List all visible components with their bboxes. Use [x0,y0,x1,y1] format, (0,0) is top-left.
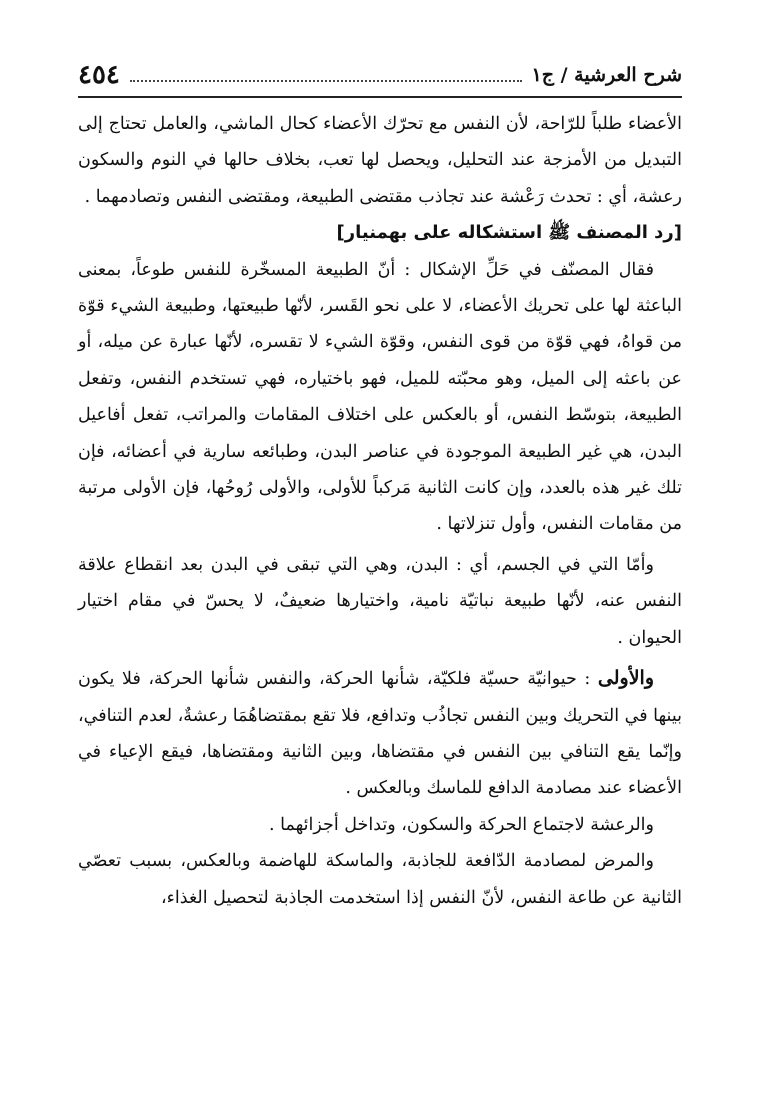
paragraph-first-nature-text: : حيوانيّة حسيّة فلكيّة، شأنها الحركة، والنفس شأنها الحركة، فلا يكون بينها في التحريك وبين النفس تجاذُب وتدافع، فلا تقع بمقتضاهُمَا رعشةٌ، لعدم التنافي، وإنّما يقع التنافي بين النفس في مقتضاها، وبين الثانية ومقتضاها، فيقع الإعياء في الأعضاء عند مصادمة الدافع للماسك وبالعكس . [78,669,682,799]
paragraph-lead-word: والأولى [597,667,654,690]
paragraph-tremor: والرعشة لاجتماع الحركة والسكون، وتداخل أجزائهما . [269,814,654,835]
paragraph-body-nature: وأمّا التي في الجسم، أي : البدن، وهي التي تبقى في البدن بعد انقطاع علاقة النفس عنه، لأنّها طبيعة نباتيّة نامية، واختيارها ضعيفٌ، لا يحسّ في مقام اختيار الحيوان . [78,554,682,648]
paragraph-author-response: فقال المصنّف في حَلِّ الإشكال : أنّ الطبيعة المسخّرة للنفس طوعاً، بمعنى الباعثة لها على تحريك الأعضاء، لا على نحو القَسر، لأنّها طبيعتها، وطبيعة الشيء قوّة من قواهُ، فهي قوّة من قوى النفس، وقوّة الشيء لا تقسره، لأنّها عبارة عن ميله، أو عن باعثه إلى الميل، وهو محبّته للميل، فهو باختياره، فهي تستخدم النفس، وتفعل الطبيعة، بتوسّط النفس، أو بالعكس على اختلاف المقامات والمراتب، تفعل أفاعيل البدن، هي غير الطبيعة الموجودة في عناصر البدن، وطبائعه سارية في أعضائه، فإن تلك غير هذه بالعدد، وإن كانت الثانية مَركباً للأولى، والأولى رُوحُها، فإن الأولى مرتبة من مقامات النفس، وأول تنزلاتها . [78,259,682,535]
paragraph-continuation: الأعضاء طلباً للرّاحة، لأن النفس مع تحرّك الأعضاء كحال الماشي، والعامل تحتاج إلى التبديل من الأمزجة عند التحليل، ويحصل لها تعب، بخلاف حالها في النوم والسكون رعشة، أي : تحدث رَعْشة عند تجاذب مقتضى الطبيعة، ومقتضى النفس وتصادمهما . [78,114,682,207]
book-title: شرح العرشية / ج١ [531,64,682,86]
section-heading: [رد المصنف ﷺ استشكاله على بهمنيار] [336,222,682,244]
running-header [78,58,682,92]
body-text [78,106,682,916]
paragraph-illness: والمرض لمصادمة الدّافعة للجاذبة، والماسكة للهاضمة وبالعكس، بسبب تعصّي الثانية عن طاعة النفس، لأنّ النفس إذا استخدمت الجاذبة لتحصيل الغذاء، [78,851,682,908]
page-number: ٤٥٤ [78,60,120,90]
header-dot-leader [130,68,522,82]
header-rule [78,96,682,98]
paragraph-first-nature [78,660,682,807]
